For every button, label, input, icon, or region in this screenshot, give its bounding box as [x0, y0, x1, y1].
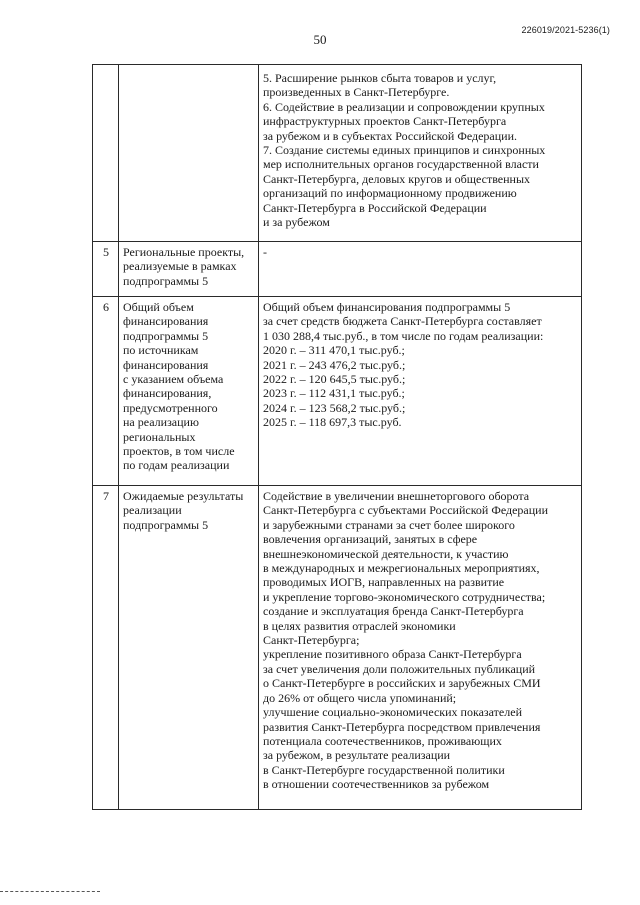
table-row [93, 486, 582, 810]
row-label [119, 65, 259, 242]
label-line: с указанием объема [123, 372, 224, 387]
row-number [93, 65, 119, 242]
page-number: 50 [313, 32, 327, 47]
content-line: укрепление позитивного образа Санкт-Петербурга [263, 647, 522, 662]
content-line: и за рубежом [263, 215, 330, 230]
table-row [93, 297, 582, 486]
content-line: улучшение социально-экономических показателей [263, 705, 522, 720]
content-line: в целях развития отраслей экономики [263, 618, 456, 633]
label-line: региональных [123, 429, 196, 444]
content-line: проводимых ИОГВ, направленных на развитие [263, 575, 505, 590]
label-line: проектов, в том числе [123, 444, 235, 459]
label-line: финансирования [123, 314, 209, 329]
content-line: 2025 г. – 118 697,3 тыс.руб. [263, 415, 402, 430]
row-label [119, 297, 259, 486]
content-line: 1 030 288,4 тыс.руб., в том числе по годам реализации: [263, 328, 544, 343]
label-line: предусмотренного [123, 400, 218, 415]
content-line: вовлечения организаций, занятых в сфере [263, 532, 478, 547]
row-label [119, 242, 259, 297]
content-line: Санкт-Петербурга в Российской Федерации [263, 200, 487, 215]
content-line: 5. Расширение рынков сбыта товаров и услуг, [263, 71, 497, 85]
content-line: 2023 г. – 112 431,1 тыс.руб.; [263, 386, 405, 401]
content-line: организаций по информационному продвижению [263, 186, 517, 201]
row-number: 6 [93, 297, 119, 486]
content-line: Санкт-Петербурга с субъектами Российской Федерации [263, 503, 549, 518]
content-line: 7. Создание системы единых принципов и синхронных [263, 143, 546, 158]
content-line: 2022 г. – 120 645,5 тыс.руб.; [263, 372, 406, 387]
content-line: Общий объем финансирования подпрограммы 5 [263, 300, 511, 314]
content-line: Санкт-Петербурга, деловых кругов и общественных [263, 171, 531, 186]
subprogram-passport-table [92, 64, 582, 810]
row-content [259, 65, 582, 242]
label-line: реализуемые в рамках [123, 259, 237, 274]
content-line: 2024 г. – 123 568,2 тыс.руб.; [263, 400, 406, 415]
row-number: 7 [93, 486, 119, 810]
content-line: 2020 г. – 311 470,1 тыс.руб.; [263, 343, 405, 358]
content-line: инфраструктурных проектов Санкт-Петербурга [263, 114, 507, 129]
content-line: за рубежом, в результате реализации [263, 748, 451, 763]
content-line: и укрепление торгово-экономического сотрудничества; [263, 589, 546, 604]
content-line: за рубежом и в субъектах Российской Федерации. [263, 128, 518, 143]
content-line: - [263, 245, 267, 259]
content-line: потенциала соотечественников, проживающих [263, 733, 502, 748]
label-line: по годам реализации [123, 458, 230, 473]
content-line: развития Санкт-Петербурга посредством привлечения [263, 719, 541, 734]
label-line: подпрограммы 5 [123, 328, 209, 343]
content-line: в Санкт-Петербурге государственной политики [263, 762, 505, 777]
label-line: подпрограммы 5 [123, 517, 209, 532]
label-line: финансирования, [123, 386, 212, 401]
content-line: за счет увеличения доли положительных публикаций [263, 661, 536, 676]
table-row [93, 65, 582, 242]
content-line: произведенных в Санкт-Петербурге. [263, 85, 450, 100]
row-content [259, 242, 582, 297]
content-line: за счет средств бюджета Санкт-Петербурга составляет [263, 314, 542, 329]
table-row [93, 242, 582, 297]
label-line: Общий объем [123, 300, 194, 314]
label-line: подпрограммы 5 [123, 273, 209, 288]
content-line: до 26% от общего числа упоминаний; [263, 690, 457, 705]
footer-divider [0, 891, 100, 893]
content-line: в отношении соотечественников за рубежом [263, 777, 490, 792]
content-line: Санкт-Петербурга; [263, 633, 360, 648]
label-line: Региональные проекты, [123, 245, 245, 259]
content-line: создание и эксплуатация бренда Санкт-Петербурга [263, 604, 524, 619]
label-line: реализации [123, 503, 182, 518]
row-number: 5 [93, 242, 119, 297]
row-content [259, 297, 582, 486]
content-line: 6. Содействие в реализации и сопровождении крупных [263, 99, 545, 114]
content-line: о Санкт-Петербурге в российских и зарубежных СМИ [263, 676, 541, 691]
label-line: Ожидаемые результаты [123, 489, 244, 503]
content-line: мер исполнительных органов государственной власти [263, 157, 539, 172]
row-content [259, 486, 582, 810]
label-line: по источникам [123, 343, 199, 358]
content-line: 2021 г. – 243 476,2 тыс.руб.; [263, 357, 406, 372]
content-line: в международных и межрегиональных мероприятиях, [263, 561, 540, 576]
row-label [119, 486, 259, 810]
content-line: Содействие в увеличении внешнеторгового оборота [263, 489, 530, 503]
content-line: и зарубежными странами за счет более широкого [263, 517, 515, 532]
content-line: внешнеэкономической деятельности, к участию [263, 546, 509, 561]
label-line: на реализацию [123, 415, 199, 430]
document-id: 226019/2021-5236(1) [521, 25, 610, 35]
label-line: финансирования [123, 357, 209, 372]
